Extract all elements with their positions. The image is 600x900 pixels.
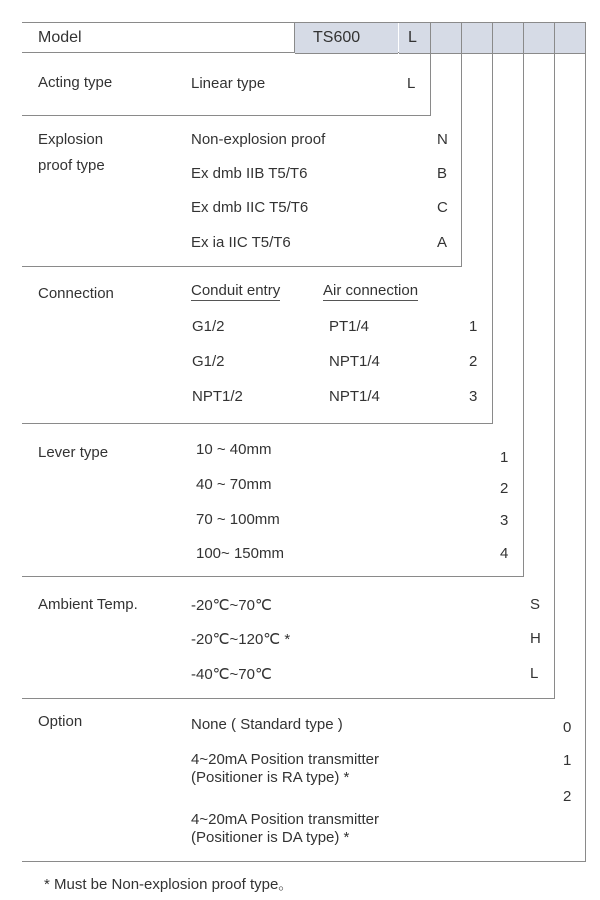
explosion-row-code: B bbox=[437, 165, 448, 182]
ambient-row-text: -40℃~70℃ bbox=[191, 666, 272, 683]
divider-lever bbox=[22, 576, 524, 577]
connector-lever bbox=[523, 22, 524, 576]
lever-row-text: 10 ~ 40mm bbox=[196, 441, 272, 458]
connection-row-code: 1 bbox=[469, 318, 478, 335]
option-row-line1: 4~20mA Position transmitter bbox=[191, 811, 380, 828]
connector-option bbox=[585, 22, 586, 861]
explosion-label-line1: Explosion bbox=[38, 131, 104, 148]
connection-row-air: NPT1/4 bbox=[329, 353, 380, 370]
connection-row-code: 3 bbox=[469, 388, 478, 405]
divider-option bbox=[22, 861, 586, 862]
code-cell-5 bbox=[524, 22, 554, 54]
lever-row-text: 70 ~ 100mm bbox=[196, 511, 280, 528]
lever-label: Lever type bbox=[38, 444, 109, 461]
explosion-row-code: A bbox=[437, 234, 448, 251]
acting-row-code: L bbox=[407, 75, 416, 92]
explosion-row-text: Non-explosion proof bbox=[191, 131, 326, 148]
explosion-row-text: Ex dmb IIB T5/T6 bbox=[191, 165, 308, 182]
connection-row-air: NPT1/4 bbox=[329, 388, 380, 405]
lever-row-code: 2 bbox=[500, 480, 509, 497]
model-label: Model bbox=[38, 29, 82, 46]
option-row-line2: (Positioner is DA type) * bbox=[191, 829, 350, 846]
option-row-code: 2 bbox=[563, 788, 572, 805]
ambient-row-code: H bbox=[530, 630, 541, 647]
option-label: Option bbox=[38, 713, 83, 730]
lever-row-text: 40 ~ 70mm bbox=[196, 476, 272, 493]
divider-connection bbox=[22, 423, 493, 424]
connection-row-air: PT1/4 bbox=[329, 318, 370, 335]
option-row-line2: (Positioner is RA type) * bbox=[191, 769, 350, 786]
explosion-row-code: N bbox=[437, 131, 448, 148]
connector-connection bbox=[492, 22, 493, 423]
explosion-row-text: Ex dmb IIC T5/T6 bbox=[191, 199, 309, 216]
header-divider-model bbox=[294, 22, 295, 52]
lever-row-code: 4 bbox=[500, 545, 509, 562]
ambient-label: Ambient Temp. bbox=[38, 596, 138, 613]
option-row-line1: 4~20mA Position transmitter bbox=[191, 751, 380, 768]
divider-acting bbox=[22, 115, 431, 116]
connection-row-conduit: G1/2 bbox=[192, 353, 225, 370]
option-row-code: 0 bbox=[563, 719, 572, 736]
connection-row-conduit: NPT1/2 bbox=[192, 388, 243, 405]
code-cell-1-text: L bbox=[408, 29, 417, 46]
connection-row-code: 2 bbox=[469, 353, 478, 370]
explosion-row-text: Ex ia IIC T5/T6 bbox=[191, 234, 291, 251]
connection-col-conduit-header: Conduit entry bbox=[191, 282, 281, 299]
lever-row-code: 3 bbox=[500, 512, 509, 529]
acting-row-text: Linear type bbox=[191, 75, 266, 92]
code-cell-4 bbox=[493, 22, 523, 54]
code-cell-2 bbox=[431, 22, 461, 54]
option-row-code: 1 bbox=[563, 752, 572, 769]
divider-explosion bbox=[22, 266, 462, 267]
code-cell-3 bbox=[462, 22, 492, 54]
ambient-row-code: S bbox=[530, 596, 541, 613]
connection-row-conduit: G1/2 bbox=[192, 318, 225, 335]
connection-label: Connection bbox=[38, 285, 114, 302]
ambient-row-text: -20℃~70℃ bbox=[191, 597, 272, 614]
model-value: TS600 bbox=[313, 29, 361, 46]
connector-ambient bbox=[554, 22, 555, 698]
acting-label: Acting type bbox=[38, 74, 113, 91]
option-row-line1: None ( Standard type ) bbox=[191, 716, 343, 733]
ambient-row-text: -20℃~120℃ * bbox=[191, 631, 291, 648]
ambient-row-code: L bbox=[530, 665, 539, 682]
explosion-row-code: C bbox=[437, 199, 448, 216]
connector-acting bbox=[430, 22, 431, 115]
connector-explosion bbox=[461, 22, 462, 266]
connection-col-air-header: Air connection bbox=[323, 282, 419, 299]
lever-row-code: 1 bbox=[500, 449, 509, 466]
code-cell-6 bbox=[555, 22, 585, 54]
explosion-label-line2: proof type bbox=[38, 157, 105, 174]
divider-ambient bbox=[22, 698, 555, 699]
footnote: * Must be Non-explosion proof type。 bbox=[44, 876, 294, 893]
lever-row-text: 100~ 150mm bbox=[196, 545, 284, 562]
